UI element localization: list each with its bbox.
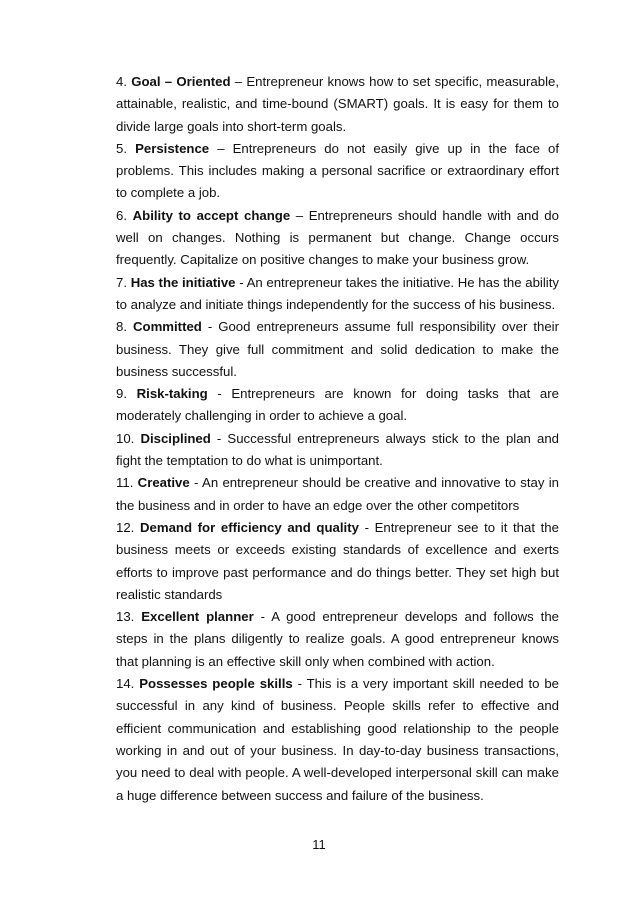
list-item-goal-oriented [116, 71, 559, 138]
item-text: - An entrepreneur should be creative and innovative to stay in the business and in order to have an edge over the other competitors [116, 475, 559, 513]
item-number: 9. [116, 386, 127, 402]
list-item-committed [116, 316, 559, 383]
page-number: 11 [312, 837, 326, 852]
item-number: 4. [116, 74, 127, 89]
list-item-persistence [116, 138, 559, 205]
item-text: - This is a very important skill needed to be successful in any kind of business. People skills refer to effective and efficient communication and establishing good relationship to the people working in and out of your business. In day-to-day business transactions, you need to deal with people. A well-developed interpersonal skill can make a huge difference between success and failure of the business. [116, 676, 559, 803]
item-number: 11. [116, 475, 134, 491]
item-number: 14. [116, 676, 135, 692]
item-text: – Entrepreneur knows how to set specific, measurable, attainable, realistic, and time-bound (SMART) goals. It is easy for them to divide large goals into short-term goals. [116, 74, 560, 134]
list-item-ability-to-accept-change [116, 205, 559, 272]
item-term: Possesses people skills [139, 676, 293, 692]
item-term: Has the initiative [130, 274, 236, 290]
item-term: Excellent planner [141, 609, 254, 625]
item-number: 13. [116, 609, 135, 625]
item-number: 8. [116, 319, 127, 335]
list-item-demand-for-efficiency-and-quality [116, 517, 559, 606]
list-item-creative [116, 472, 559, 517]
item-number: 5. [116, 140, 127, 156]
item-text: – Entrepreneurs should handle with and do well on changes. Nothing is permanent but change. Change occurs frequently. Capitalize on positive changes to make your business grow. [116, 207, 559, 268]
list-item-risk-taking [116, 383, 559, 428]
item-text: - Good entrepreneurs assume full responsibility over their business. They give full commitment and solid dedication to make the business successful. [116, 319, 559, 379]
item-term: Persistence [135, 140, 210, 156]
item-number: 12. [116, 519, 135, 535]
item-term: Demand for efficiency and quality [139, 519, 359, 535]
item-term: Goal – Oriented [131, 74, 231, 89]
item-term: Disciplined [140, 430, 211, 446]
item-text: - An entrepreneur takes the initiative. He has the ability to analyze and initiate things independently for the success of his business. [116, 274, 559, 312]
page-body [116, 71, 559, 807]
item-number: 7. [116, 274, 127, 290]
item-text: - Successful entrepreneurs always stick to the plan and fight the temptation to do what is unimportant. [116, 430, 559, 469]
list-item-disciplined [116, 428, 559, 473]
item-text: - A good entrepreneur develops and follows the steps in the plans diligently to realize goals. A good entrepreneur knows that planning is an effective skill only when combined with action. [116, 609, 560, 669]
item-term: Ability to accept change [132, 207, 291, 223]
list-item-possesses-people-skills [116, 673, 559, 807]
item-text: - Entrepreneurs are known for doing tasks that are moderately challenging in order to achieve a goal. [116, 386, 559, 424]
item-term: Committed [132, 319, 202, 335]
list-item-has-the-initiative [116, 272, 559, 317]
item-number: 10. [116, 430, 135, 446]
item-number: 6. [116, 207, 127, 223]
item-term: Risk-taking [136, 386, 208, 402]
list-item-excellent-planner [116, 606, 559, 673]
item-term: Creative [137, 475, 190, 491]
item-text: - Entrepreneur see to it that the business meets or exceeds existing standards of excellence and exerts efforts to improve past performance and do things better. They set high but realistic standards [116, 519, 559, 602]
item-text: – Entrepreneurs do not easily give up in the face of problems. This includes making a personal sacrifice or extraordinary effort to complete a job. [116, 140, 559, 201]
